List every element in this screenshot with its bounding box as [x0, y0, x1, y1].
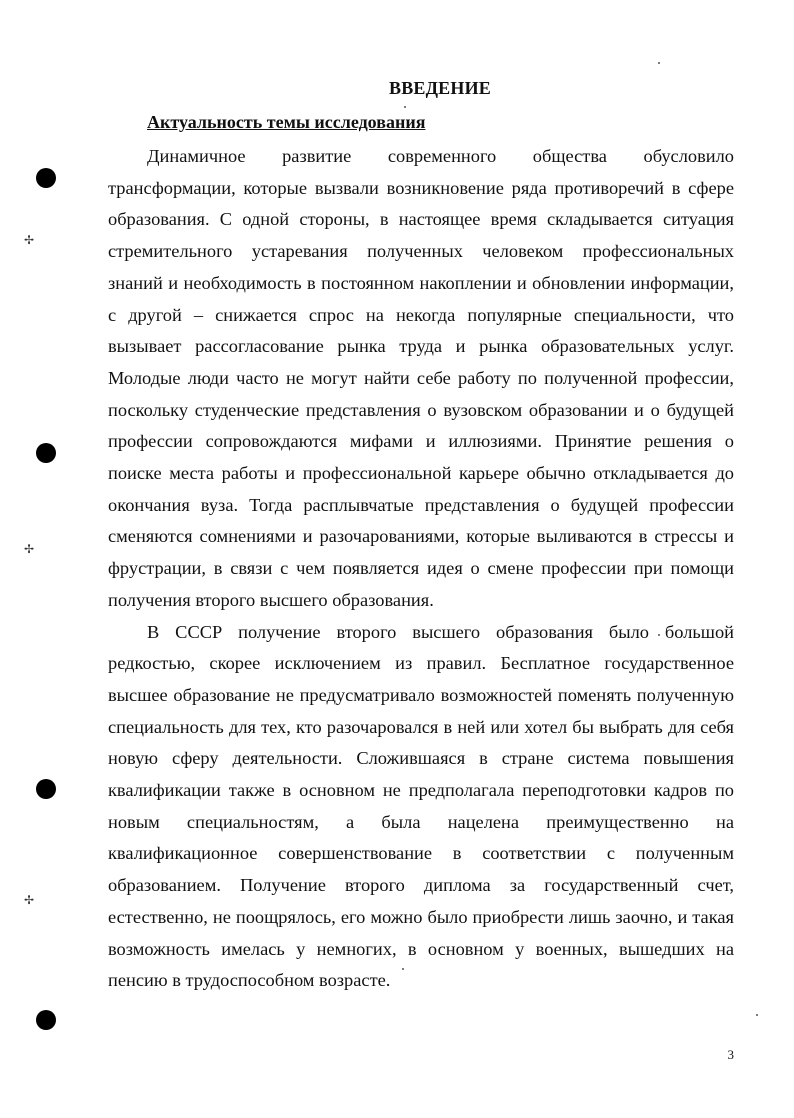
paragraph: В СССР получение второго высшего образования было большой редкостью, скорее исключением из правил. Бесплатное государственное высшее образование не предусматривало возможностей поменять полученную специальность для тех, кто разочаровался в ней или хотел бы выбрать для себя новую сферу деятельности. Сложившаяся в стране система повышения квалификации также в основном не предполагала переподготовки кадров по новым специальностям, а была нацелена преимущественно на квалификационное совершенствование в соответствии с полученным образованием. Получение второго диплома за государственный счет, естественно, не поощрялось, его можно было приобрести лишь заочно, и такая возможность имелась у немногих, в основном у военных, вышедших на пенсию в трудоспособном возрасте.: [108, 621, 734, 991]
binder-hole-mark: [36, 1010, 56, 1030]
binder-hole-mark: [36, 779, 56, 799]
body-text: [108, 141, 734, 997]
page-title: ВВЕДЕНИЕ: [388, 78, 491, 98]
scan-speck-mark: ✢: [24, 893, 35, 907]
section-heading: Актуальность темы исследования: [147, 112, 426, 132]
binder-hole-mark: [36, 443, 56, 463]
scan-dot-mark: [756, 1014, 758, 1016]
scan-speck-mark: ✢: [24, 542, 35, 556]
binder-hole-mark: [36, 168, 56, 188]
scan-dot-mark: [404, 106, 406, 108]
scan-speck-mark: ✢: [24, 233, 35, 247]
page-number: 3: [727, 1047, 734, 1062]
paragraph: Динамичное развитие современного общества обусловило трансформации, которые вызвали возникновение ряда противоречий в сфере образования. С одной стороны, в настоящее время складывается ситуация стремительного устаревания полученных человеком профессиональных знаний и необходимость в постоянном накоплении и обновлении информации, с другой – снижается спрос на некогда популярные специальности, что вызывает рассогласование рынка труда и рынка образовательных услуг. Молодые люди часто не могут найти себе работу по полученной профессии, поскольку студенческие представления о вузовском образовании и о будущей профессии сопровождаются мифами и иллюзиями. Принятие решения о поиске места работы и профессиональной карьере обычно откладывается до окончания вуза. Тогда расплывчатые представления о будущей профессии сменяются сомнениями и разочарованиями, которые выливаются в стрессы и фрустрации, в связи с чем появляется идея о смене профессии при помощи получения второго высшего образования.: [108, 146, 734, 610]
scan-dot-mark: [658, 62, 660, 64]
